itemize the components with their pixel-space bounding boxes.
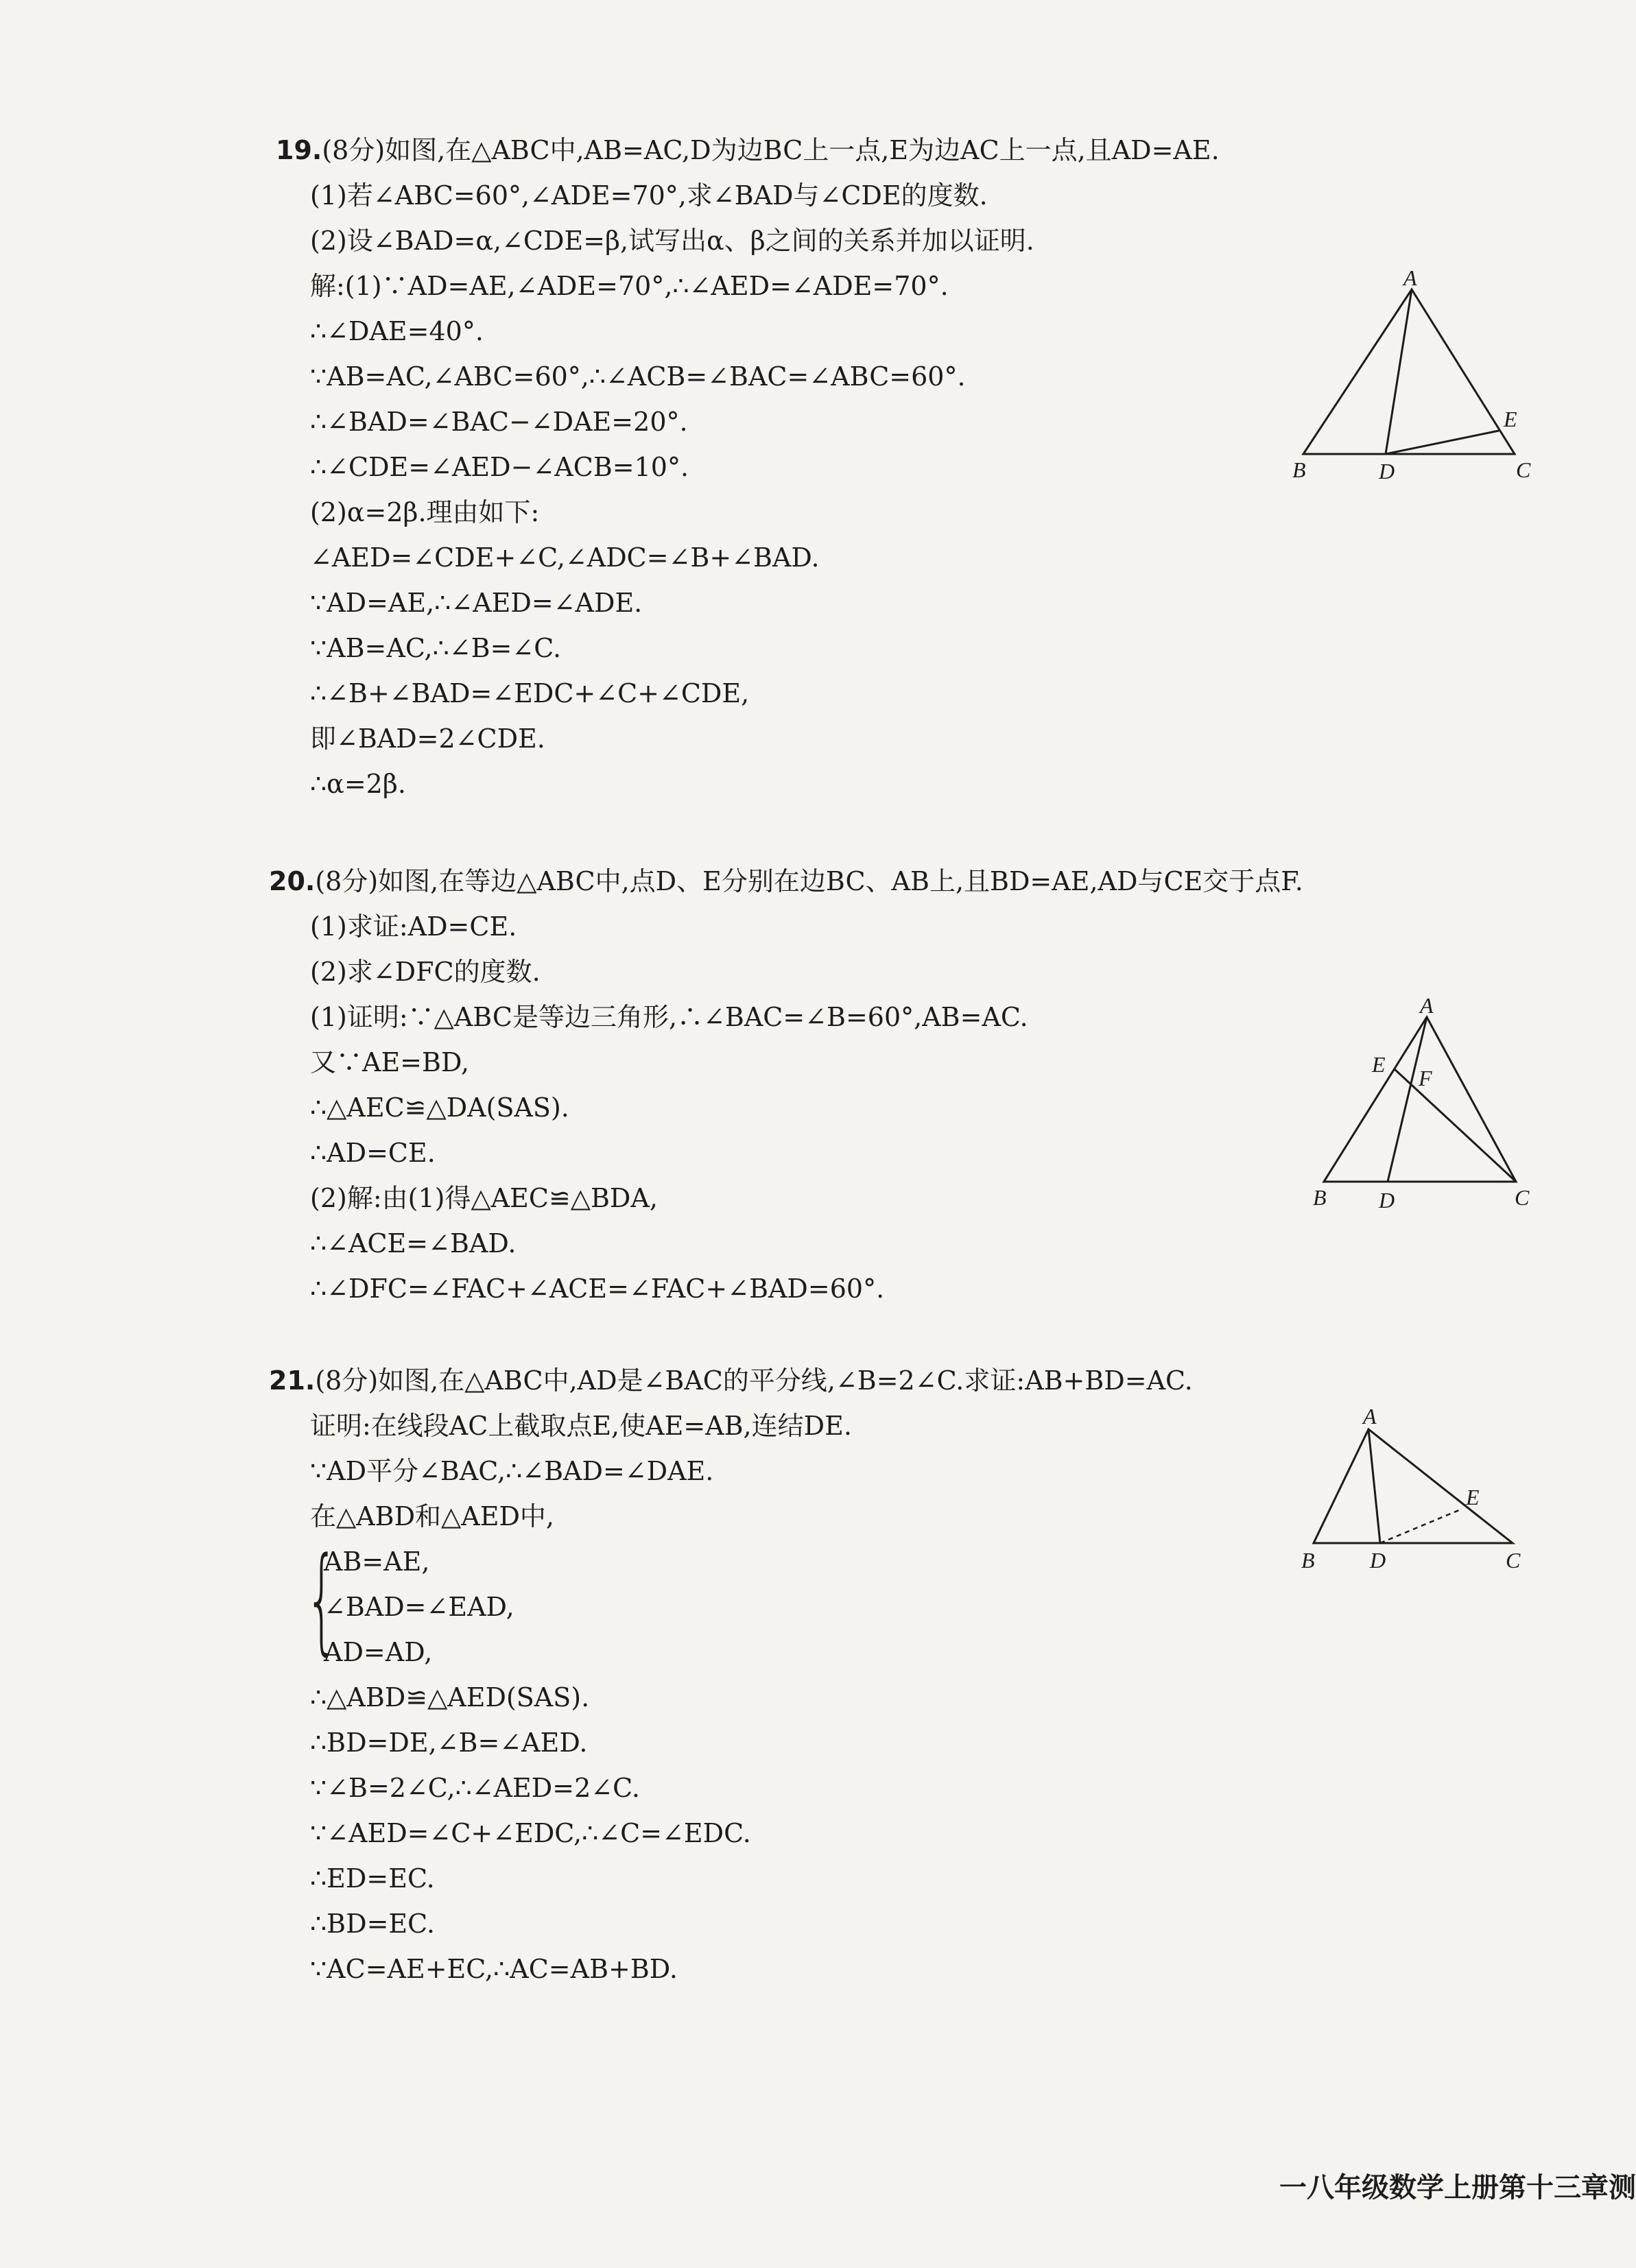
q19-label-b: B	[1292, 457, 1306, 482]
q19-segment-ad	[1386, 289, 1412, 454]
q19-line: ∴α=2β.	[310, 769, 406, 799]
q20-line: (2)解:由(1)得△AEC≌△BDA,	[310, 1183, 658, 1213]
q21-line: ∴ED=EC.	[310, 1863, 435, 1894]
q19-line: ∴∠B+∠BAD=∠EDC+∠C+∠CDE,	[310, 678, 750, 708]
q20-line: ∴AD=CE.	[310, 1138, 436, 1168]
q19-line: ∠AED=∠CDE+∠C,∠ADC=∠B+∠BAD.	[310, 542, 820, 573]
q21-segment-de-dashed	[1380, 1510, 1459, 1543]
q19-label-e: E	[1504, 407, 1517, 431]
q19-line: ∴∠CDE=∠AED−∠ACB=10°.	[310, 452, 689, 482]
q21-line: ∵∠AED=∠C+∠EDC,∴∠C=∠EDC.	[310, 1818, 751, 1848]
q21-label-c: C	[1506, 1548, 1521, 1573]
q20-stem-text: (8分)如图,在等边△ABC中,点D、E分别在边BC、AB上,且BD=AE,AD与CE交于点F.	[315, 866, 1303, 896]
q21-line: ∴BD=EC.	[310, 1909, 435, 1939]
q19-line: (2)α=2β.理由如下:	[310, 497, 540, 527]
q21-number: 21.	[269, 1365, 316, 1396]
q19-line: ∵AB=AC,∠ABC=60°,∴∠ACB=∠BAC=∠ABC=60°.	[310, 361, 966, 392]
q19-line: (1)若∠ABC=60°,∠ADE=70°,求∠BAD与∠CDE的度数.	[310, 180, 988, 211]
q20-number: 20.	[269, 866, 316, 896]
q20-line: 又∵AE=BD,	[310, 1047, 470, 1077]
q21-system-line: AB=AE,	[324, 1547, 430, 1577]
q21-segment-ad	[1368, 1429, 1380, 1543]
q20-segment-ce	[1395, 1069, 1516, 1182]
q19-line: ∴∠DAE=40°.	[310, 316, 484, 346]
q21-label-b: B	[1301, 1548, 1315, 1573]
q21-system-line: AD=AD,	[324, 1637, 433, 1667]
q20-figure	[1296, 993, 1550, 1231]
q20-segment-ad	[1388, 1017, 1427, 1182]
q19-line: 解:(1)∵AD=AE,∠ADE=70°,∴∠AED=∠ADE=70°.	[310, 271, 949, 301]
q20-line: ∴∠ACE=∠BAD.	[310, 1228, 517, 1258]
q21-label-a: A	[1363, 1404, 1377, 1429]
q21-line: 在△ABD和△AED中,	[310, 1501, 555, 1531]
q19-line: (2)设∠BAD=α,∠CDE=β,试写出α、β之间的关系并加以证明.	[310, 226, 1034, 256]
q20-line: (1)求证:AD=CE.	[310, 911, 517, 942]
q19-line: ∴∠BAD=∠BAC−∠DAE=20°.	[310, 407, 688, 437]
q19-line: ∵AD=AE,∴∠AED=∠ADE.	[310, 588, 643, 618]
q21-line: ∴BD=DE,∠B=∠AED.	[310, 1728, 588, 1758]
footer-chapter-label: 一八年级数学上册第十三章测	[1279, 2172, 1636, 2204]
q19-label-a: A	[1403, 265, 1417, 290]
q20-line: ∴∠DFC=∠FAC+∠ACE=∠FAC+∠BAD=60°.	[310, 1274, 885, 1304]
q21-label-d: D	[1370, 1548, 1386, 1573]
q21-line: ∵∠B=2∠C,∴∠AED=2∠C.	[310, 1773, 640, 1803]
q21-line: ∴△ABD≌△AED(SAS).	[310, 1682, 590, 1712]
q19-label-c: C	[1516, 457, 1531, 482]
q20-label-c: C	[1515, 1185, 1530, 1210]
q21-line: ∵AD平分∠BAC,∴∠BAD=∠DAE.	[310, 1456, 714, 1486]
q20-label-b: B	[1313, 1185, 1327, 1210]
q19-figure	[1290, 265, 1550, 501]
q19-stem	[276, 134, 1220, 166]
q19-triangle-abc	[1303, 289, 1515, 454]
q20-label-d: D	[1379, 1188, 1395, 1213]
q21-figure	[1300, 1406, 1547, 1584]
q20-line: (2)求∠DFC的度数.	[310, 957, 541, 987]
q21-stem-text: (8分)如图,在△ABC中,AD是∠BAC的平分线,∠B=2∠C.求证:AB+BD=AC.	[315, 1365, 1193, 1396]
q19-line: 即∠BAD=2∠CDE.	[310, 724, 545, 754]
q21-system-line: ∠BAD=∠EAD,	[324, 1592, 514, 1622]
q21-line: ∵AC=AE+EC,∴AC=AB+BD.	[310, 1954, 678, 1984]
q19-stem-text: (8分)如图,在△ABC中,AB=AC,D为边BC上一点,E为边AC上一点,且AD=AE.	[322, 135, 1220, 165]
q20-label-f: F	[1419, 1066, 1432, 1090]
q21-label-e: E	[1466, 1485, 1480, 1509]
q21-triangle-abc	[1314, 1429, 1513, 1543]
q20-label-a: A	[1420, 993, 1434, 1018]
q19-label-d: D	[1379, 459, 1395, 484]
q20-line: (1)证明:∵△ABC是等边三角形,∴∠BAC=∠B=60°,AB=AC.	[310, 1002, 1028, 1032]
q19-number: 19.	[276, 135, 322, 165]
q20-stem	[269, 866, 1303, 897]
q19-line: ∵AB=AC,∴∠B=∠C.	[310, 633, 562, 663]
q21-system-brace: {	[305, 1532, 339, 1667]
q19-segment-de	[1386, 431, 1499, 454]
q20-label-e: E	[1372, 1052, 1386, 1077]
q20-line: ∴△AEC≌△DA(SAS).	[310, 1093, 569, 1123]
q21-line: 证明:在线段AC上截取点E,使AE=AB,连结DE.	[310, 1411, 852, 1441]
q21-stem	[269, 1365, 1193, 1396]
